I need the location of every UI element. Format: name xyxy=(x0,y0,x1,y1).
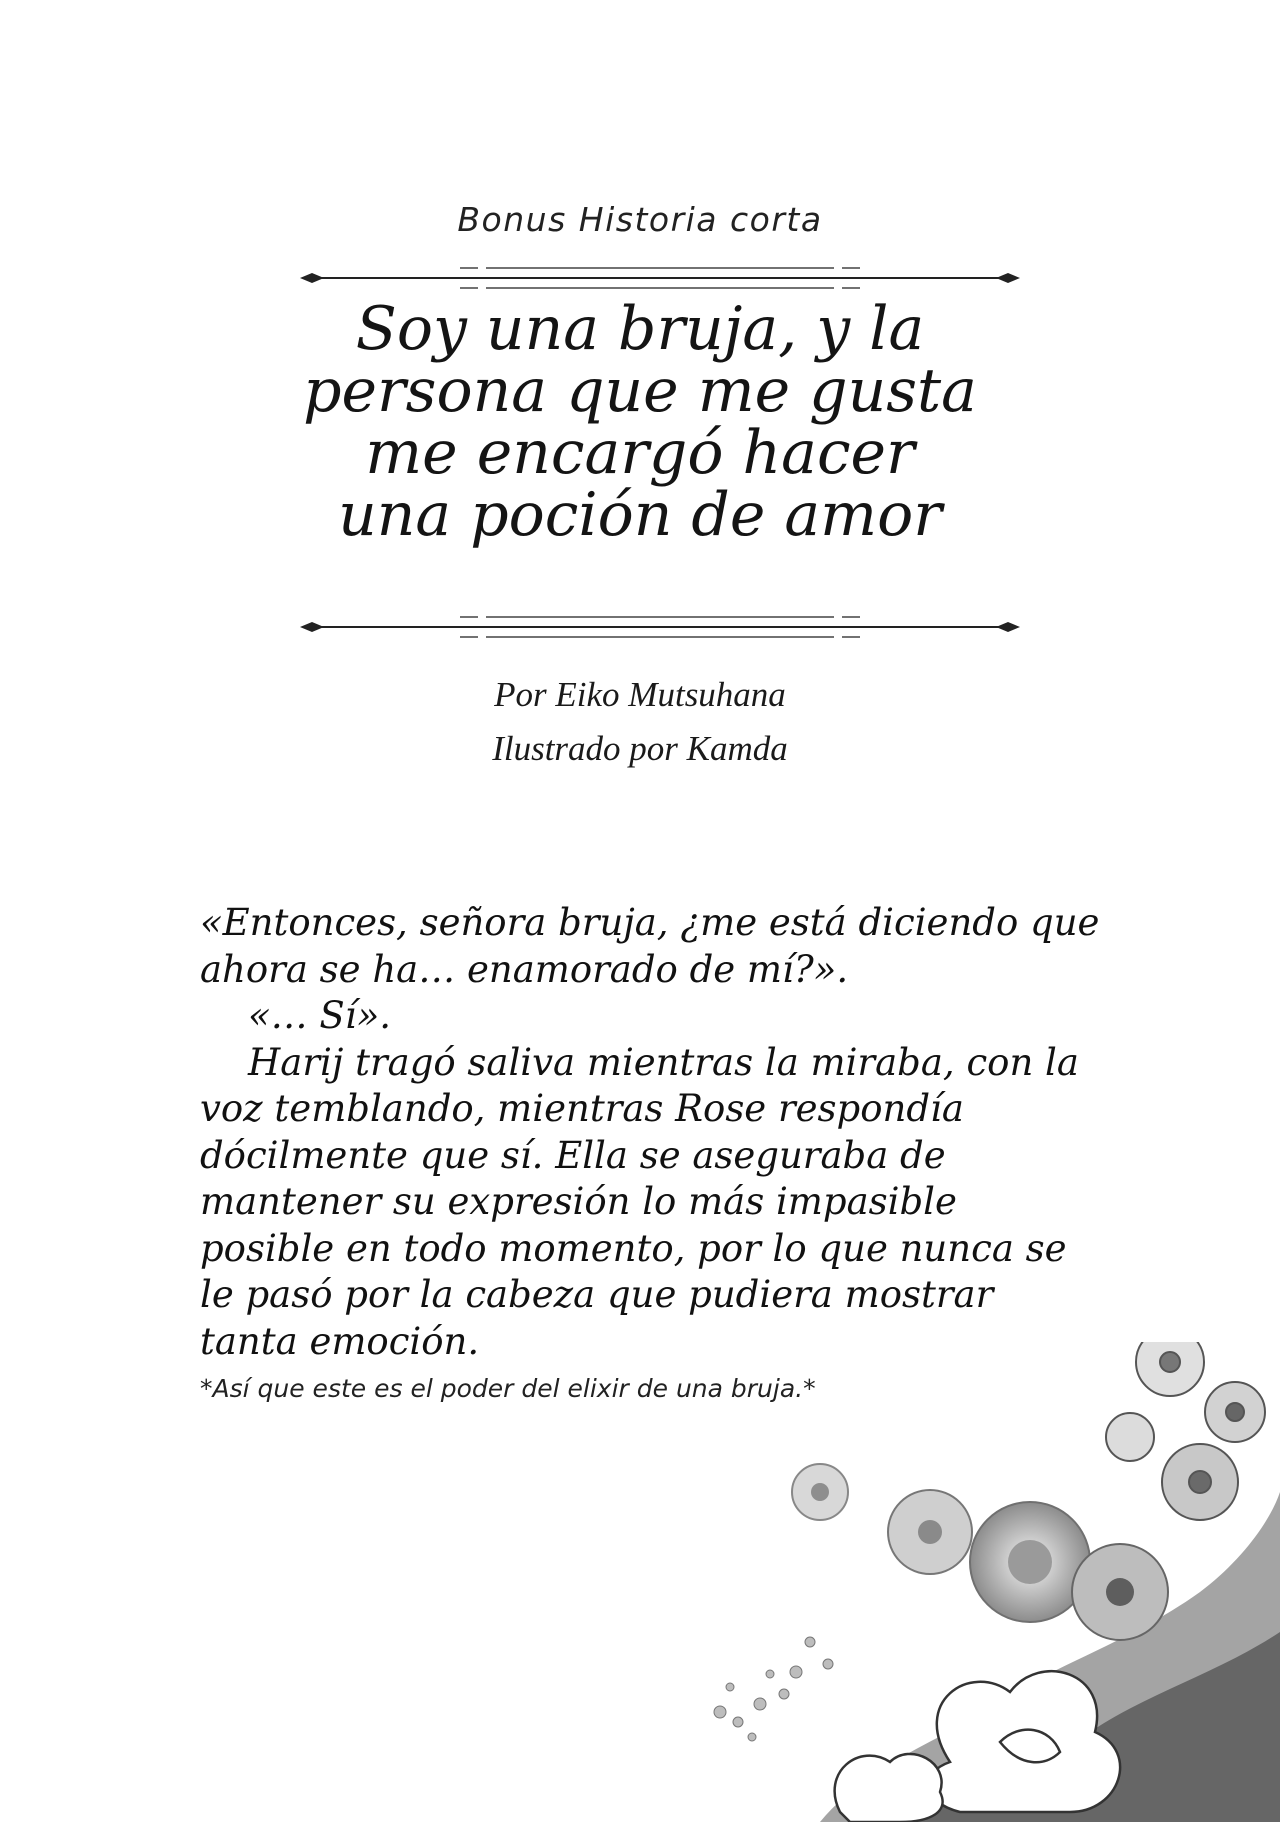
credits xyxy=(0,668,1280,776)
story-body xyxy=(200,900,1140,1365)
story-title xyxy=(0,294,1280,550)
body-line: «… Sí». xyxy=(248,994,391,1037)
inner-thought: *Así que este es el poder del elixir de una bruja.* xyxy=(200,1374,816,1403)
title-line: me encargó hacer xyxy=(365,418,915,488)
body-line: voz temblando, mientras Rose respondía xyxy=(200,1087,964,1130)
illustrator-credit: Ilustrado por Kamda xyxy=(492,729,788,768)
body-line: le pasó por la cabeza que pudiera mostrar xyxy=(200,1273,994,1316)
body-line: mantener su expresión lo más impasible xyxy=(200,1180,957,1223)
body-line: dócilmente que sí. Ella se aseguraba de xyxy=(200,1133,946,1177)
author-credit: Por Eiko Mutsuhana xyxy=(494,675,786,714)
body-line: Harij tragó saliva mientras la miraba, con la xyxy=(248,1040,1079,1084)
title-line: Soy una bruja, y la xyxy=(355,294,925,364)
body-line: tanta emoción. xyxy=(200,1319,480,1363)
title-line: persona que me gusta xyxy=(303,356,977,426)
ornamental-divider-top xyxy=(300,258,1020,298)
ornamental-divider-bottom xyxy=(300,607,1020,647)
section-kicker: Bonus Historia corta xyxy=(457,200,823,239)
title-line: una poción de amor xyxy=(338,480,942,550)
flower-illustration xyxy=(700,1342,1280,1822)
body-line: ahora se ha… enamorado de mí?». xyxy=(200,947,849,991)
body-line: «Entonces, señora bruja, ¿me está diciendo que xyxy=(200,901,1100,944)
body-line: posible en todo momento, por lo que nunca se xyxy=(200,1226,1067,1270)
